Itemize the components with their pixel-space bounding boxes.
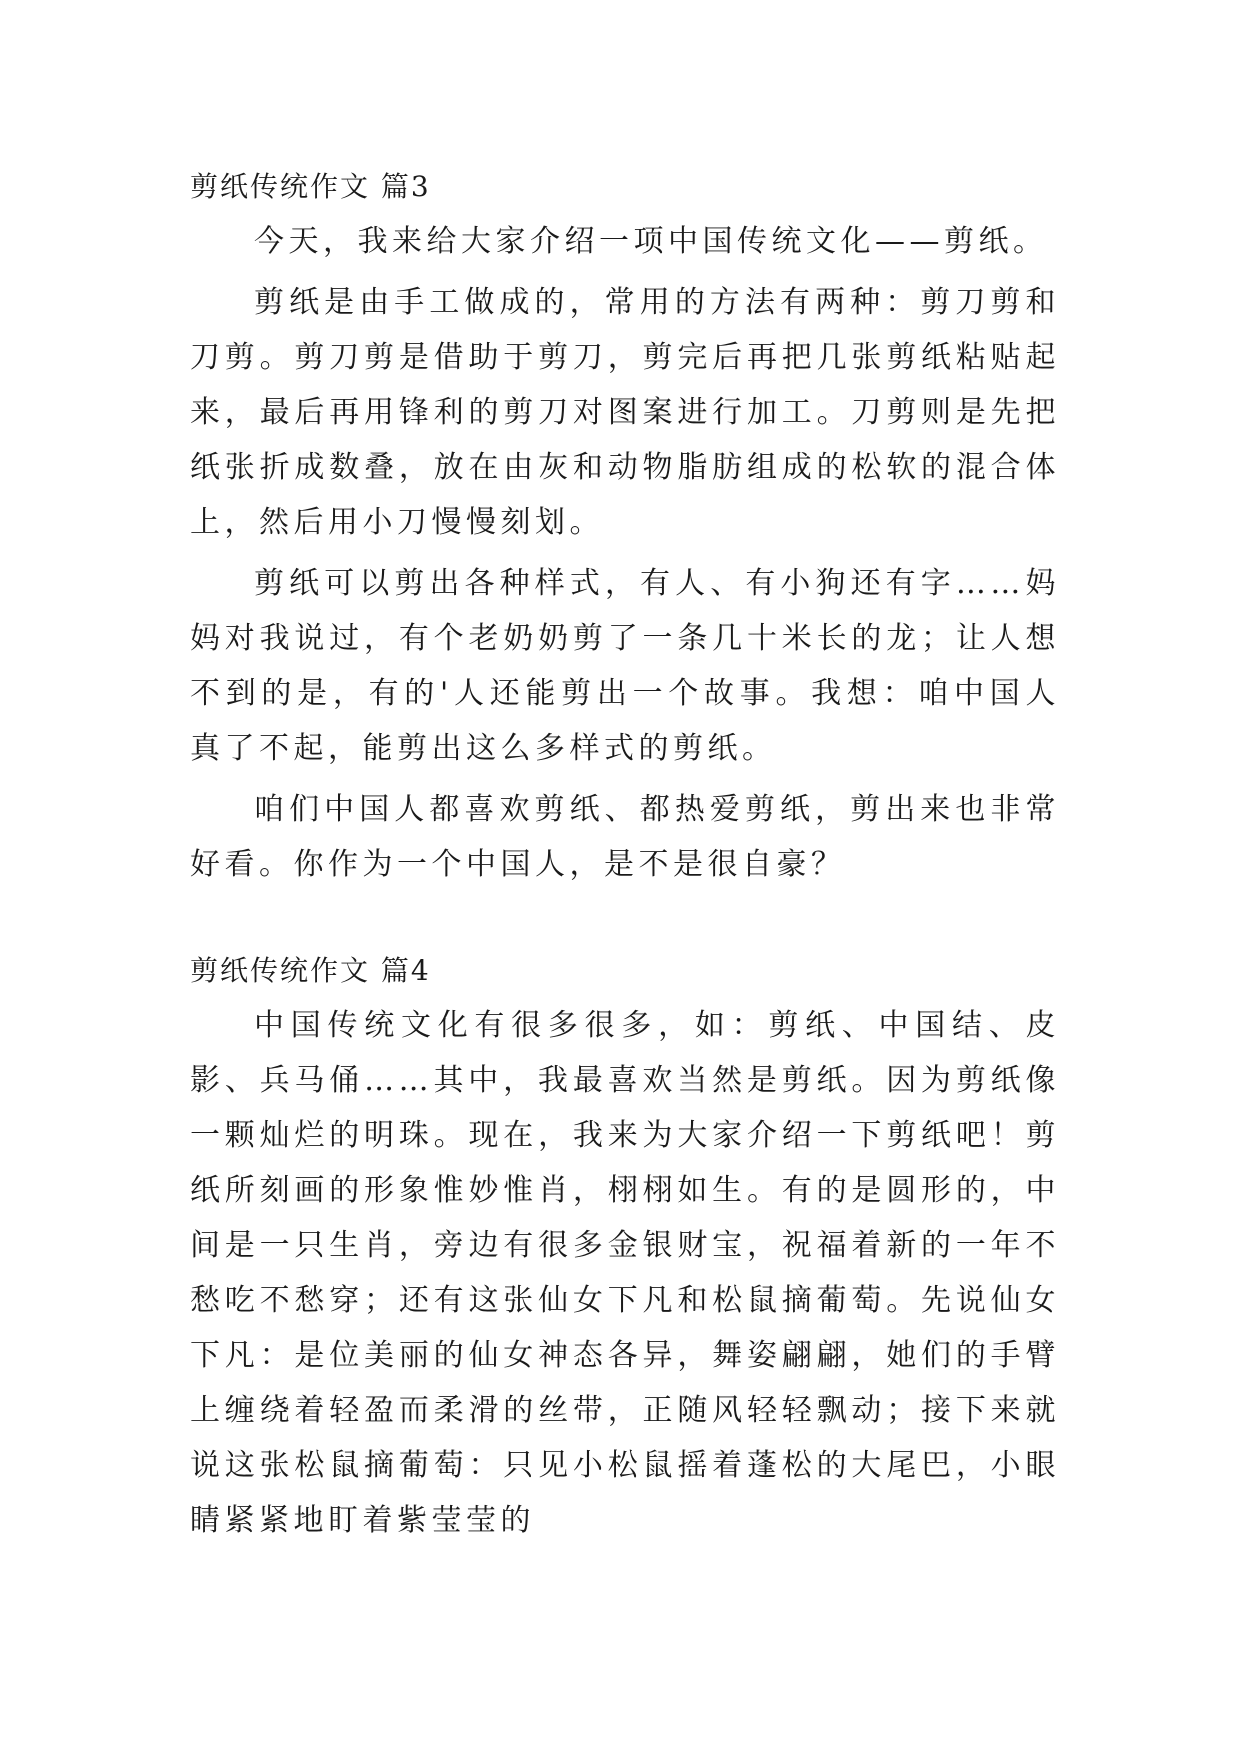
section-spacer (190, 898, 1060, 944)
essay-title: 剪纸传统作文 篇3 (190, 170, 431, 203)
essay-title: 剪纸传统作文 篇4 (190, 954, 431, 987)
paragraph: 剪纸可以剪出各种样式，有人、有小狗还有字……妈妈对我说过，有个老奶奶剪了一条几十米长的龙；让人想不到的是，有的'人还能剪出一个故事。我想：咱中国人真了不起，能剪出这么多样式的剪纸。 (190, 566, 1060, 766)
paragraph: 咱们中国人都喜欢剪纸、都热爱剪纸，剪出来也非常好看。你作为一个中国人，是不是很自豪？ (190, 792, 1060, 882)
paragraph: 中国传统文化有很多很多，如：剪纸、中国结、皮影、兵马俑……其中，我最喜欢当然是剪纸。因为剪纸像一颗灿烂的明珠。现在，我来为大家介绍一下剪纸吧！剪纸所刻画的形象惟妙惟肖，栩栩如生。有的是圆形的，中间是一只生肖，旁边有很多金银财宝，祝福着新的一年不愁吃不愁穿；还有这张仙女下凡和松鼠摘葡萄。先说仙女下凡：是位美丽的仙女神态各异，舞姿翩翩，她们的手臂上缠绕着轻盈而柔滑的丝带，正随风轻轻飘动；接下来就说这张松鼠摘葡萄：只见小松鼠摇着蓬松的大尾巴，小眼睛紧紧地盯着紫莹莹的 (190, 1008, 1060, 1538)
paragraph: 剪纸是由手工做成的，常用的方法有两种：剪刀剪和刀剪。剪刀剪是借助于剪刀，剪完后再把几张剪纸粘贴起来，最后再用锋利的剪刀对图案进行加工。刀剪则是先把纸张折成数叠，放在由灰和动物脂肪组成的松软的混合体上，然后用小刀慢慢刻划。 (190, 285, 1060, 540)
paragraph: 今天，我来给大家介绍一项中国传统文化——剪纸。 (254, 224, 1048, 259)
essay-section-4 (190, 944, 1060, 1548)
essay-section-3 (190, 160, 1060, 892)
document-page (190, 160, 1060, 1554)
